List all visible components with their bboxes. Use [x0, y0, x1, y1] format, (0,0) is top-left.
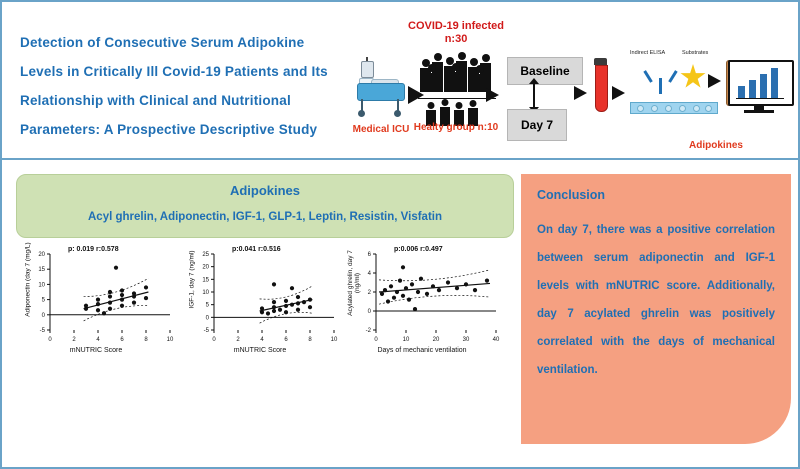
svg-text:-5: -5 — [39, 328, 45, 334]
svg-text:5: 5 — [41, 297, 45, 304]
arrow-right-icon — [612, 86, 625, 100]
svg-text:6: 6 — [284, 337, 288, 343]
elisa-label-left: Indirect ELISA — [630, 50, 666, 56]
covid-group-label: COVID-19 infected n:30 — [408, 20, 504, 45]
patient-group-icon — [420, 54, 494, 92]
svg-text:6: 6 — [367, 252, 371, 258]
svg-text:2: 2 — [72, 337, 76, 343]
hospital-bed-icon — [357, 57, 405, 119]
chart-annotation: p:0.006 r:0.497 — [394, 246, 443, 253]
svg-text:0: 0 — [205, 315, 209, 322]
chart-ylabel: Adiponectin (day 7 (mg/L) — [24, 242, 32, 317]
svg-text:30: 30 — [462, 337, 470, 343]
day7-box: Day 7 — [507, 109, 567, 141]
chart-xlabel: Days of mechanic ventilation — [377, 347, 467, 354]
elisa-assay-icon — [630, 50, 716, 122]
svg-text:20: 20 — [38, 252, 45, 258]
scatter-chart-acylated-ghrelin — [342, 242, 502, 360]
page-title — [20, 28, 350, 144]
adipokines-arrow-label: Adipokines — [689, 140, 743, 151]
svg-text:6: 6 — [120, 337, 124, 343]
svg-text:0: 0 — [212, 337, 216, 343]
svg-text:4: 4 — [96, 337, 100, 343]
svg-text:10: 10 — [166, 337, 174, 343]
svg-text:4: 4 — [260, 337, 264, 343]
baseline-box: Baseline — [507, 57, 583, 85]
chart-xlabel: mNUTRIC Score — [233, 347, 287, 354]
svg-text:0: 0 — [374, 337, 378, 343]
svg-text:-5: -5 — [203, 328, 209, 334]
svg-text:10: 10 — [330, 337, 338, 343]
svg-text:10: 10 — [38, 282, 45, 289]
vertical-double-arrow-icon — [533, 84, 535, 107]
chart-ylabel: IGF-1, day 7 (ng/ml) — [188, 250, 196, 309]
svg-text:8: 8 — [308, 337, 312, 343]
svg-text:40: 40 — [492, 337, 500, 343]
adipokines-panel — [16, 174, 514, 238]
header-band — [2, 2, 798, 160]
svg-text:20: 20 — [202, 264, 209, 271]
title-line-4: Parameters: A Prospective Descriptive Study — [20, 122, 318, 137]
scatter-chart-igf1 — [180, 242, 340, 360]
chart-xlabel: mNUTRIC Score — [69, 347, 123, 354]
arrow-right-icon — [574, 86, 587, 100]
conclusion-title: Conclusion — [537, 188, 606, 202]
svg-text:20: 20 — [432, 337, 440, 343]
blood-tube-icon — [594, 58, 607, 118]
title-line-3: Relationship with Clinical and Nutritional — [20, 93, 291, 108]
svg-text:2: 2 — [236, 337, 240, 343]
arrow-right-icon — [708, 74, 721, 88]
adipokines-panel-list: Acyl ghrelin, Adiponectin, IGF-1, GLP-1, Leptin, Resistin, Visfatin — [88, 211, 442, 223]
title-line-1: Detection of Consecutive Serum Adipokine — [20, 35, 305, 50]
elisa-label-right: Substrates — [682, 50, 709, 56]
title-line-2: Levels in Critically Ill Covid-19 Patients and Its — [20, 64, 328, 79]
svg-text:5: 5 — [205, 302, 209, 309]
svg-text:0: 0 — [41, 312, 45, 319]
svg-text:-2: -2 — [365, 328, 371, 334]
group-divider — [418, 98, 496, 99]
adipokines-panel-title: Adipokines — [229, 183, 301, 198]
chart-annotation: p: 0.019 r:0.578 — [68, 246, 119, 253]
svg-text:4: 4 — [367, 271, 371, 277]
data-analysis-monitor-icon — [728, 60, 792, 114]
scatter-chart-adiponectin — [16, 242, 176, 360]
svg-text:2: 2 — [367, 290, 371, 296]
charts-row — [12, 242, 512, 362]
icu-label: Medical ICU — [352, 124, 410, 135]
arrow-right-icon — [486, 88, 499, 102]
svg-text:0: 0 — [48, 337, 52, 343]
svg-text:15: 15 — [38, 267, 45, 274]
svg-text:10: 10 — [402, 337, 410, 343]
conclusion-panel — [521, 174, 791, 444]
svg-text:25: 25 — [202, 252, 209, 258]
chart-ylabel: Acylated ghrelin, day 7 (ng/ml) — [347, 250, 361, 316]
svg-text:0: 0 — [367, 309, 371, 315]
svg-text:10: 10 — [202, 290, 209, 296]
healthy-group-label: Healty group n:10 — [413, 122, 499, 133]
svg-text:15: 15 — [202, 277, 209, 284]
svg-text:8: 8 — [144, 337, 148, 343]
conclusion-text: On day 7, there was a positive correlation between serum adiponectin and IGF-1 levels with mNUTRIC score. Additionally, day 7 acylated ghrelin was positively correlated with the days of mechanical ventilation. — [537, 224, 775, 376]
chart-annotation: p:0.041 r:0.516 — [232, 246, 281, 253]
